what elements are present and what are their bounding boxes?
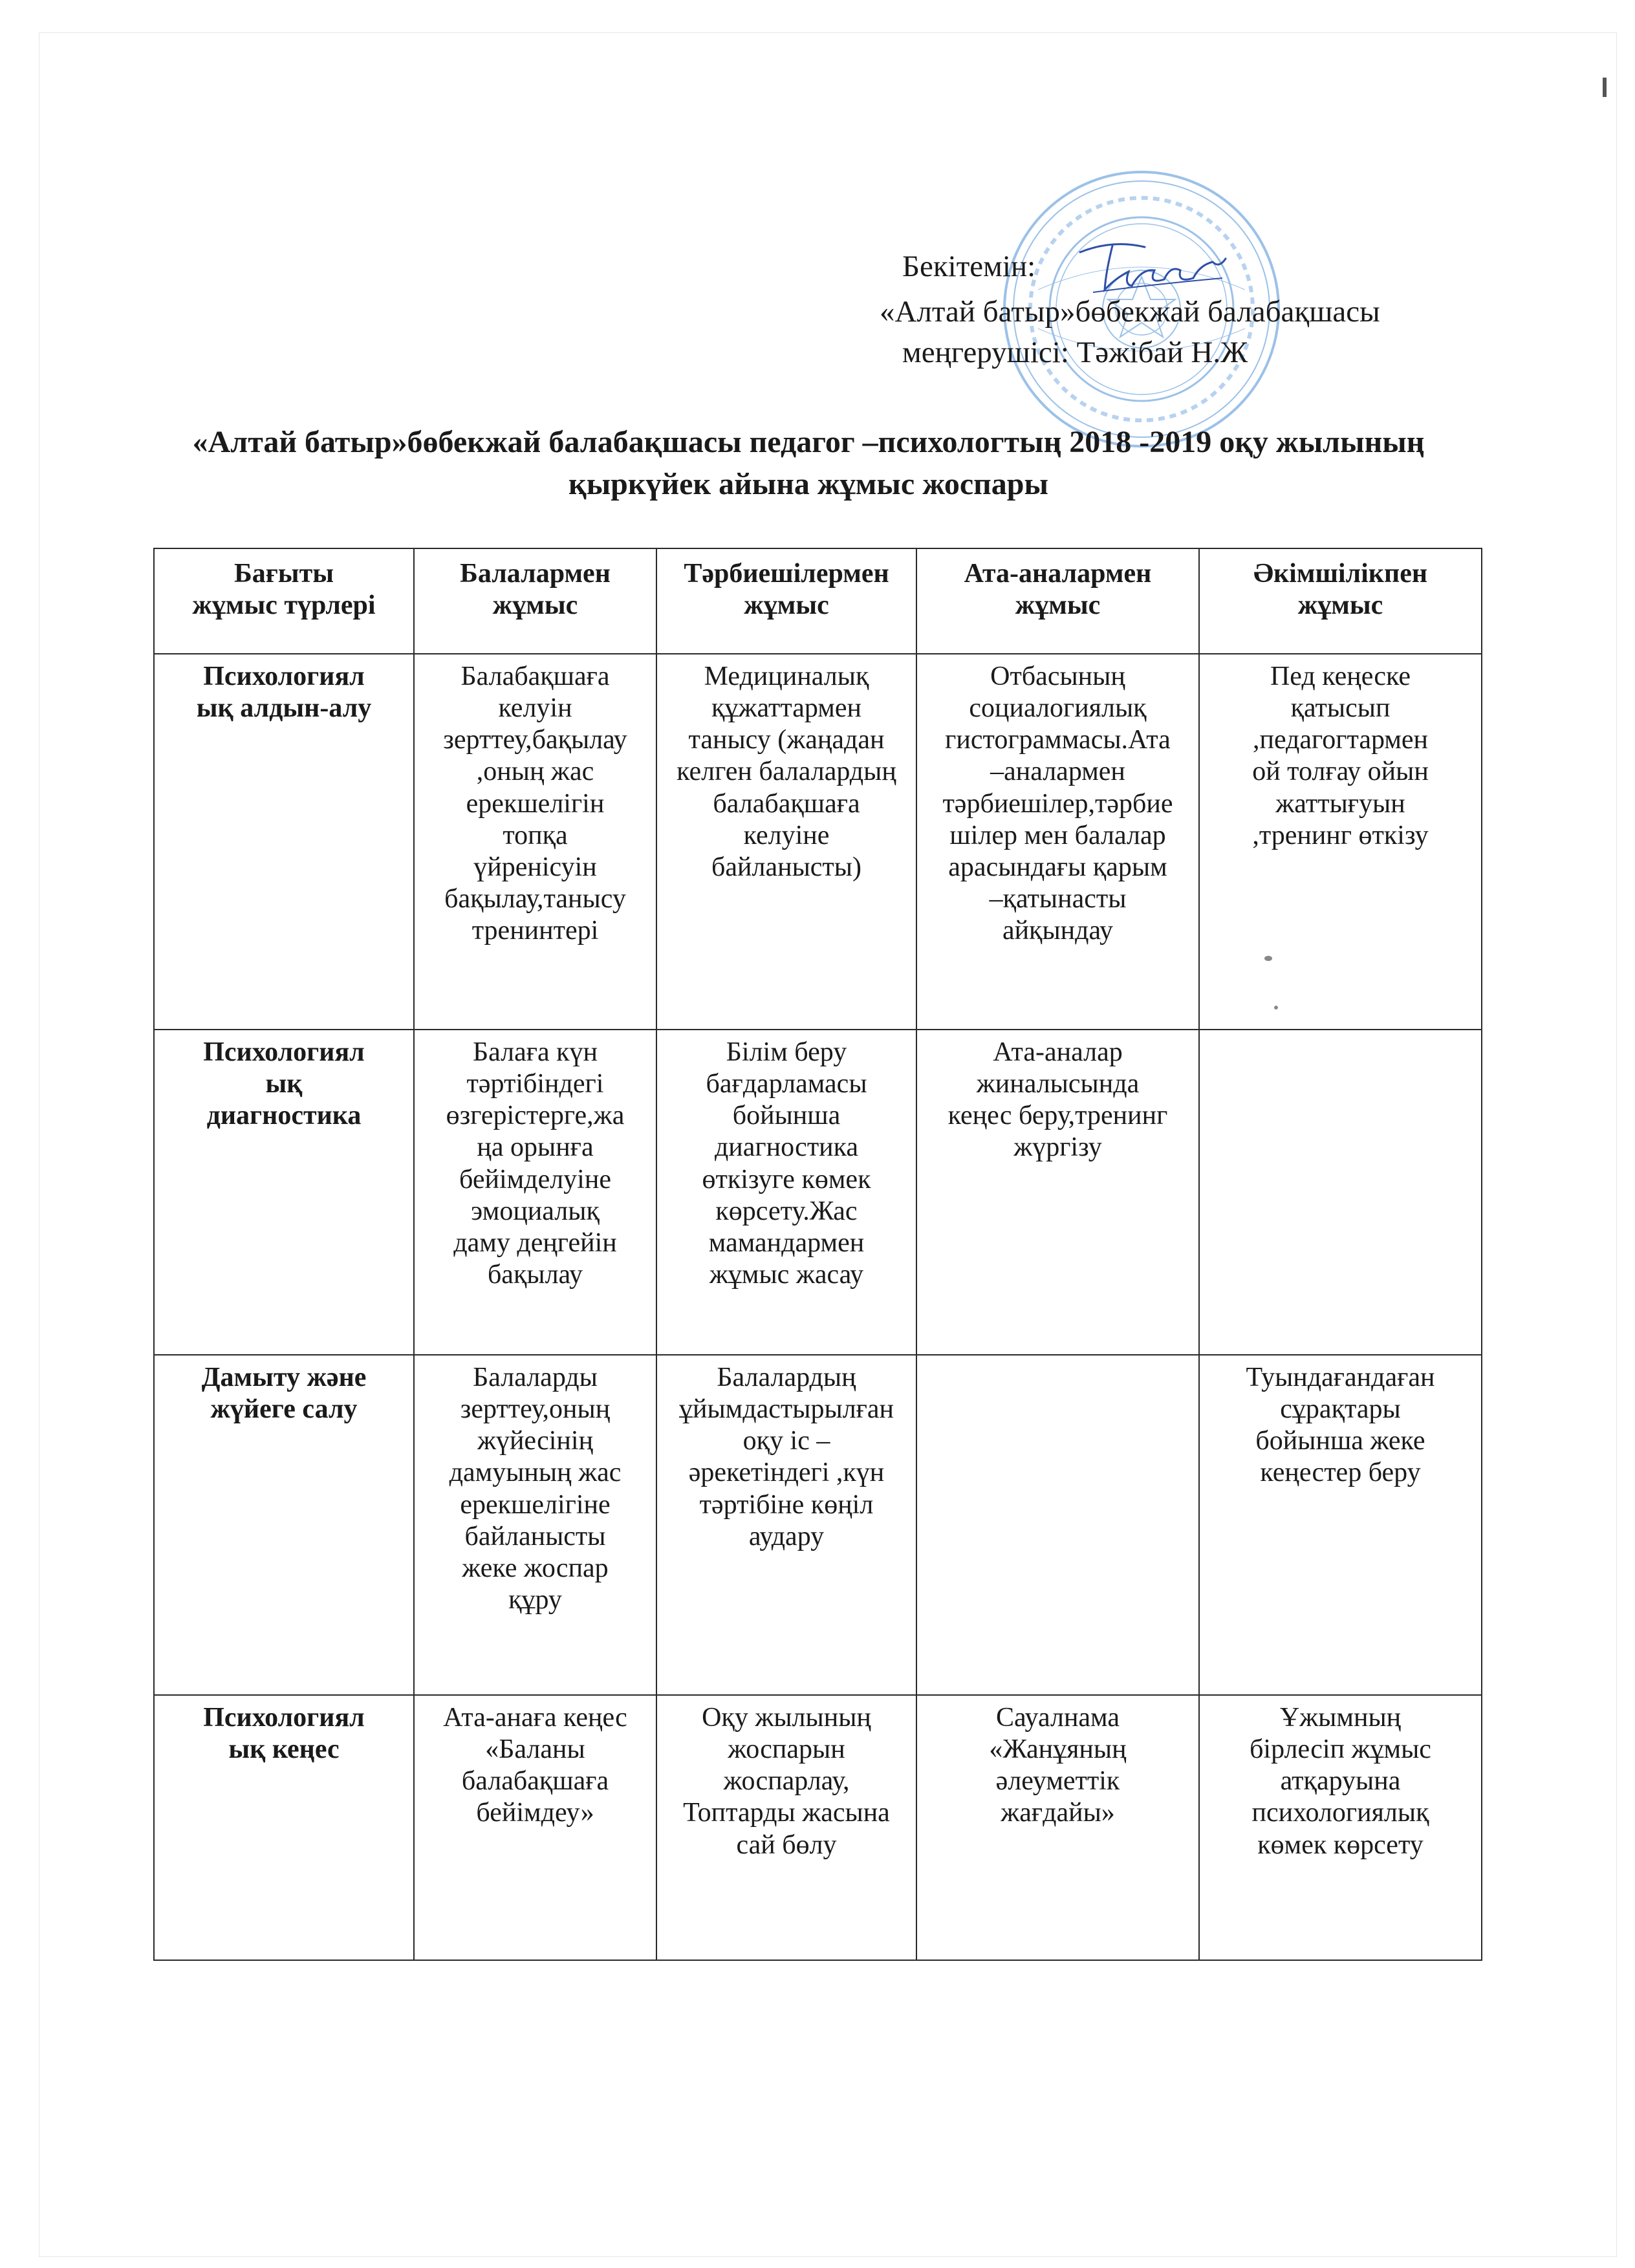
row-label bbox=[154, 654, 414, 1030]
table-cell bbox=[916, 1030, 1199, 1355]
cell-line: бойынша жеке bbox=[1255, 1426, 1425, 1456]
cell-line: жұмыс bbox=[744, 590, 829, 621]
cell-line: Ата-аналар bbox=[993, 1037, 1123, 1067]
work-plan-table bbox=[153, 548, 1482, 1961]
table-cell bbox=[1199, 1030, 1482, 1355]
cell-line: «Баланы bbox=[485, 1734, 585, 1765]
table-row bbox=[154, 1030, 1482, 1355]
cell-line: байланысты) bbox=[711, 852, 861, 882]
cell-line: –аналармен bbox=[990, 757, 1125, 787]
cell-line: ңа орынға bbox=[477, 1132, 594, 1163]
cell-line: Тәрбиешілермен bbox=[684, 559, 889, 589]
cell-line: мамандармен bbox=[708, 1227, 865, 1258]
cell-line: жоспарын bbox=[728, 1734, 845, 1765]
cell-line: жоспарлау, bbox=[723, 1766, 850, 1797]
cell-line: үйренісуін bbox=[473, 852, 597, 882]
cell-line: даму деңгейін bbox=[453, 1227, 617, 1258]
table-cell bbox=[656, 1030, 916, 1355]
cell-line: Ата-анаға кеңес bbox=[443, 1703, 627, 1733]
cell-line: келуін bbox=[498, 693, 572, 724]
cell-line: Балабақшаға bbox=[460, 662, 610, 691]
cell-line: Психологиял bbox=[203, 1037, 365, 1067]
cell-line: ық кеңес bbox=[228, 1734, 340, 1765]
cell-line: келуіне bbox=[743, 820, 830, 850]
cell-line: Психологиял bbox=[203, 1703, 365, 1733]
cell-line: ,педагогтармен bbox=[1252, 725, 1429, 755]
cell-line: айқындау bbox=[1002, 916, 1114, 945]
cell-line: зерттеу,оның bbox=[460, 1394, 611, 1425]
cell-line: шілер мен балалар bbox=[949, 820, 1166, 850]
cell-line: жағдайы» bbox=[1001, 1798, 1115, 1828]
cell-line: ұйымдастырылған bbox=[678, 1394, 894, 1425]
table-row bbox=[154, 1695, 1482, 1960]
cell-line: Туындағандаған bbox=[1246, 1363, 1435, 1392]
cell-line: Сауалнама bbox=[996, 1703, 1120, 1733]
cell-line: өткізуге көмек bbox=[702, 1164, 871, 1194]
cell-line: диагностика bbox=[714, 1132, 859, 1163]
cell-line: ,оның жас bbox=[476, 757, 594, 787]
cell-line: бойынша bbox=[732, 1101, 841, 1131]
table-cell bbox=[656, 1355, 916, 1695]
cell-line: бақылау,танысу bbox=[444, 883, 626, 914]
cell-line: топқа bbox=[503, 820, 568, 850]
cell-line: жүйесінің bbox=[477, 1426, 594, 1456]
header-cell bbox=[154, 548, 414, 654]
cell-line: Ата-аналармен bbox=[964, 559, 1152, 589]
cell-line: ой толғау ойын bbox=[1252, 757, 1429, 787]
ink-smudge bbox=[1274, 1006, 1278, 1010]
table-header-row bbox=[154, 548, 1482, 654]
document-title-line-2: қыркүйек айына жұмыс жоспары bbox=[568, 467, 1048, 501]
table-cell bbox=[916, 654, 1199, 1030]
cell-line: байланысты bbox=[464, 1521, 606, 1551]
cell-line: бірлесіп жұмыс bbox=[1250, 1734, 1431, 1765]
cell-line: бағдарламасы bbox=[706, 1069, 867, 1099]
table-cell bbox=[1199, 1355, 1482, 1695]
cell-line: кеңес беру,тренинг bbox=[947, 1101, 1168, 1131]
cell-line: диагностика bbox=[206, 1101, 362, 1131]
table-cell bbox=[916, 1355, 1199, 1695]
cell-line: бейімделуіне bbox=[459, 1164, 611, 1194]
cell-line: Білім беру bbox=[726, 1037, 847, 1067]
table-cell bbox=[1199, 654, 1482, 1030]
cell-line: Әкімшілікпен bbox=[1253, 559, 1428, 589]
cell-line: құру bbox=[508, 1584, 562, 1615]
cell-line: Медициналық bbox=[704, 662, 869, 691]
table-cell bbox=[414, 654, 656, 1030]
approval-line-3: меңгерушісі: Тәжібай Н.Ж bbox=[902, 336, 1248, 369]
cell-line: Ұжымның bbox=[1279, 1703, 1402, 1733]
cell-line: аудару bbox=[748, 1521, 825, 1551]
cell-line: жиналысында bbox=[976, 1069, 1140, 1099]
cell-line: жаттығуын bbox=[1275, 788, 1405, 819]
approval-line-1: Бекітемін: bbox=[902, 250, 1036, 283]
cell-line: Дамыту және bbox=[201, 1363, 367, 1392]
cell-line: жеке жоспар bbox=[462, 1553, 609, 1583]
cell-line: арасындағы қарым bbox=[948, 852, 1167, 882]
table-row bbox=[154, 654, 1482, 1030]
document-title-line-1: «Алтай батыр»бөбекжай балабақшасы педагог –психологтың 2018 -2019 оқу жылының bbox=[192, 425, 1425, 459]
ink-smudge bbox=[1264, 956, 1272, 961]
cell-line: атқаруына bbox=[1280, 1766, 1401, 1797]
cell-line: ерекшелігіне bbox=[460, 1489, 611, 1520]
cell-line: жұмыс bbox=[1015, 590, 1101, 621]
row-label bbox=[154, 1030, 414, 1355]
cell-line: танысу (жаңадан bbox=[688, 725, 885, 755]
cell-line: ,тренинг өткізу bbox=[1252, 820, 1429, 850]
cell-line: жұмыс bbox=[492, 590, 578, 621]
table-row bbox=[154, 1355, 1482, 1695]
table-cell bbox=[656, 1695, 916, 1960]
cell-line: психологиялық bbox=[1251, 1798, 1429, 1828]
cell-line: оқу іс – bbox=[742, 1426, 830, 1456]
cell-line: жұмыс жасау bbox=[709, 1259, 864, 1290]
cell-line: эмоциалық bbox=[471, 1196, 600, 1226]
cell-line: –қатынасты bbox=[989, 883, 1127, 914]
cell-line: сай бөлу bbox=[736, 1830, 837, 1860]
cell-line: Балаға күн bbox=[473, 1037, 598, 1067]
cell-line: кеңестер беру bbox=[1260, 1458, 1421, 1488]
cell-line: көмек көрсету bbox=[1257, 1830, 1424, 1860]
cell-line: тәртібіндегі bbox=[466, 1069, 604, 1099]
header-cell bbox=[916, 548, 1199, 654]
header-cell bbox=[414, 548, 656, 654]
scan-mark bbox=[1603, 78, 1607, 97]
cell-line: Балалардың bbox=[717, 1363, 856, 1392]
cell-line: ық bbox=[265, 1069, 303, 1099]
cell-line: әрекетіндегі ,күн bbox=[688, 1458, 885, 1488]
signature bbox=[1067, 233, 1235, 304]
cell-line: Топтарды жасына bbox=[683, 1798, 890, 1828]
cell-line: көрсету.Жас bbox=[715, 1196, 858, 1226]
table-cell bbox=[1199, 1695, 1482, 1960]
cell-line: гистограммасы.Ата bbox=[945, 725, 1171, 755]
table-cell bbox=[414, 1030, 656, 1355]
cell-line: ерекшелігін bbox=[466, 788, 605, 819]
cell-line: «Жанұяның bbox=[989, 1734, 1127, 1765]
cell-line: жұмыс bbox=[1297, 590, 1383, 621]
cell-line: құжаттармен bbox=[711, 693, 861, 724]
cell-line: Психологиял bbox=[203, 662, 365, 691]
cell-line: келген балалардың bbox=[677, 757, 896, 787]
cell-line: тәрбиешілер,тәрбие bbox=[942, 788, 1173, 819]
row-label bbox=[154, 1355, 414, 1695]
cell-line: Бағыты bbox=[233, 559, 334, 589]
cell-line: тренинтері bbox=[471, 916, 599, 945]
row-label bbox=[154, 1695, 414, 1960]
cell-line: жүйеге салу bbox=[210, 1394, 358, 1425]
cell-line: Балаларды bbox=[473, 1363, 598, 1392]
table-cell bbox=[414, 1355, 656, 1695]
cell-line: бақылау bbox=[487, 1259, 583, 1290]
cell-line: қатысып bbox=[1290, 693, 1391, 724]
cell-line: жүргізу bbox=[1013, 1132, 1102, 1163]
cell-line: балабақшаға bbox=[713, 788, 860, 819]
approval-line-2: «Алтай батыр»бөбекжай балабақшасы bbox=[880, 295, 1380, 329]
cell-line: дамуының жас bbox=[449, 1458, 622, 1488]
cell-line: тәртібіне көңіл bbox=[699, 1489, 874, 1520]
table-cell bbox=[414, 1695, 656, 1960]
header-cell bbox=[1199, 548, 1482, 654]
cell-line: ық алдын-алу bbox=[196, 693, 372, 724]
cell-line: зерттеу,бақылау bbox=[443, 725, 627, 755]
table-cell bbox=[916, 1695, 1199, 1960]
cell-line: әлеуметтік bbox=[995, 1766, 1120, 1797]
cell-line: жұмыс түрлері bbox=[192, 590, 376, 621]
cell-line: Отбасының bbox=[990, 662, 1125, 691]
cell-line: Пед кеңеске bbox=[1270, 662, 1411, 691]
cell-line: өзгерістерге,жа bbox=[446, 1101, 625, 1131]
cell-line: Оқу жылының bbox=[702, 1703, 871, 1733]
cell-line: бейімдеу» bbox=[476, 1798, 594, 1828]
table-cell bbox=[656, 654, 916, 1030]
header-cell bbox=[656, 548, 916, 654]
cell-line: Балалармен bbox=[460, 559, 611, 589]
cell-line: сұрақтары bbox=[1280, 1394, 1401, 1425]
cell-line: социалогиялық bbox=[969, 693, 1147, 724]
cell-line: балабақшаға bbox=[461, 1766, 609, 1797]
